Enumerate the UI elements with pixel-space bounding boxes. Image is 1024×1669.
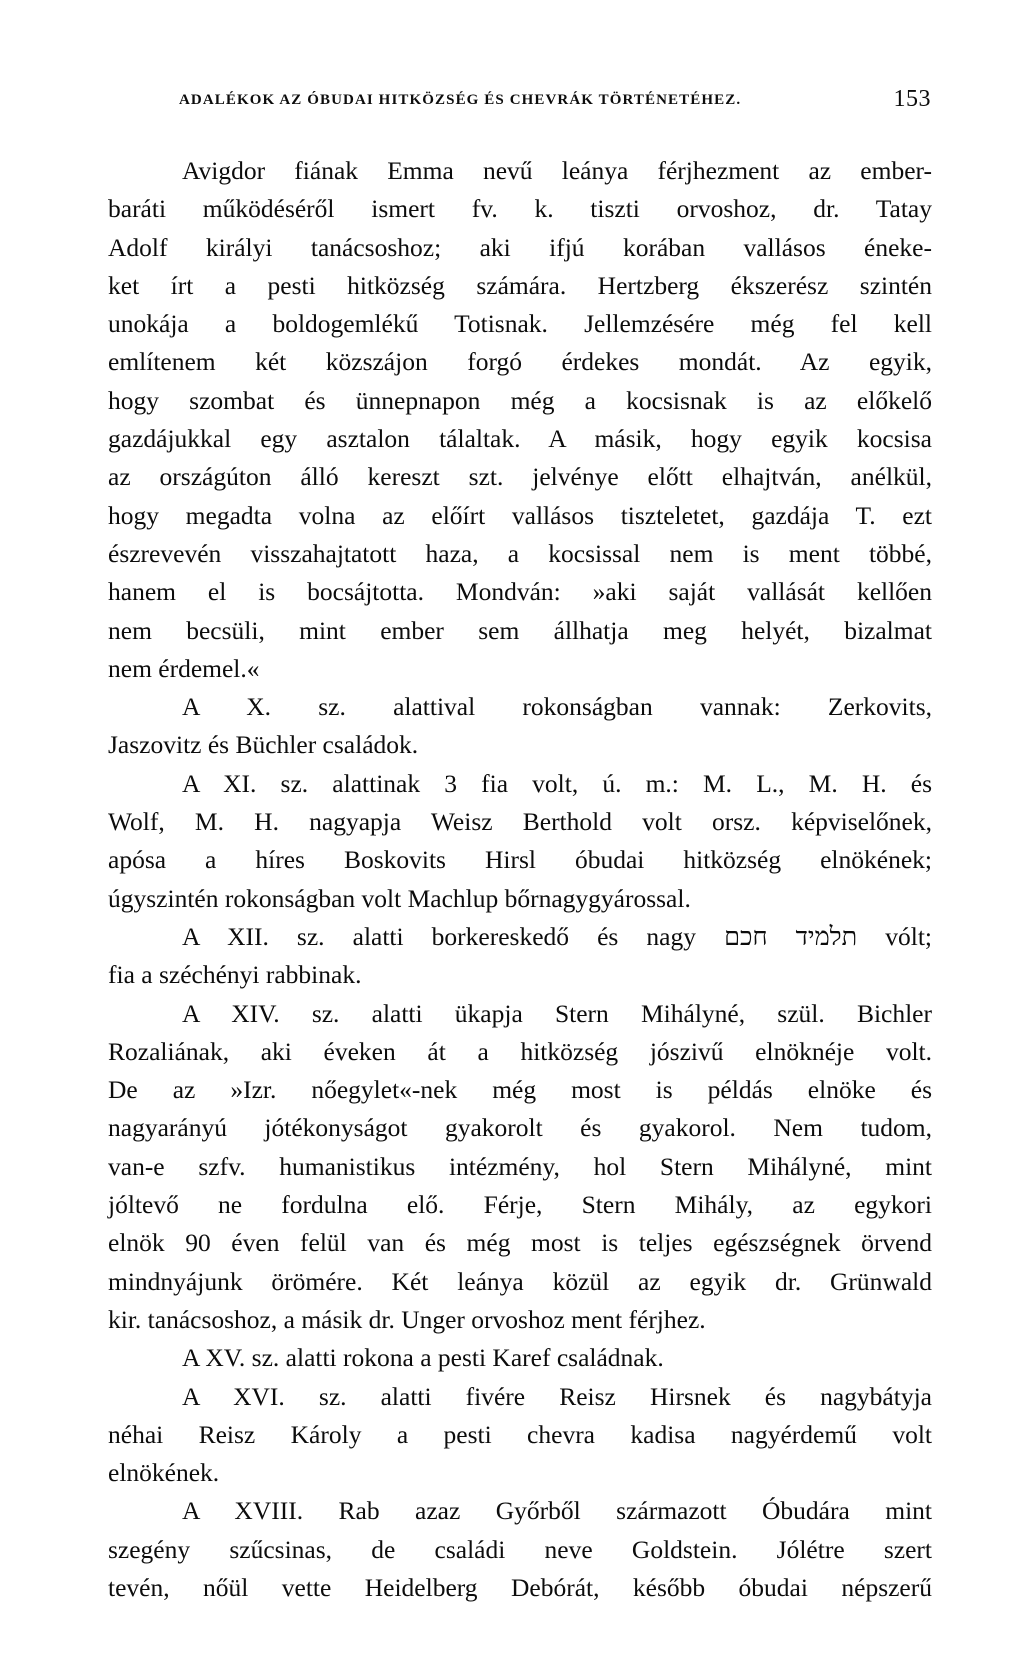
- paragraph-x: [108, 688, 932, 765]
- text-line: ket írt a pesti hitközség számára. Hertzberg ékszerész szintén: [108, 270, 932, 300]
- text-line: Jaszovitz és Büchler családok.: [108, 730, 419, 760]
- text-line: mindnyájunk örömére. Két leánya közül az egyik dr. Grünwald: [108, 1266, 932, 1296]
- text-line: fia a széchényi rabbinak.: [108, 960, 362, 990]
- paragraph-xii: [108, 918, 932, 995]
- text-line: nem érdemel.«: [108, 653, 260, 683]
- text-line: A XVI. sz. alatti fivére Reisz Hirsnek és nagybátyja: [182, 1381, 932, 1411]
- running-title: ADALÉKOK AZ ÓBUDAI HITKÖZSÉG ÉS CHEVRÁK TÖRTÉNETÉHEZ.: [179, 92, 742, 108]
- text-line: hanem el is bocsájtotta. Mondván: »aki saját vallását kellően: [108, 577, 932, 607]
- text-line: Avigdor fiának Emma nevű leánya férjhezment az ember-: [182, 156, 932, 185]
- paragraph-xv: [108, 1339, 932, 1377]
- text-line: nagyarányú jótékonyságot gyakorolt és gyakorol. Nem tudom,: [108, 1113, 932, 1143]
- text-line: A XII. sz. alatti borkereskedő és nagy תלמיד חכם vólt;: [182, 921, 933, 951]
- paragraph-xi: [108, 765, 932, 918]
- text-line: A X. sz. alattival rokonságban vannak: Zerkovits,: [182, 692, 932, 722]
- text-line: van-e szfv. humanistikus intézmény, hol Stern Mihályné, mint: [108, 1151, 932, 1181]
- text-line: hogy megadta volna az előírt vallásos tiszteletet, gazdája T. ezt: [108, 500, 932, 530]
- text-line: elnökének.: [108, 1458, 220, 1488]
- paragraph-xvi: [108, 1378, 932, 1493]
- text-line: szegény szűcsinas, de családi neve Goldstein. Jólétre szert: [108, 1534, 932, 1564]
- page-number: 153: [893, 86, 931, 112]
- text-line: gazdájukkal egy asztalon tálaltak. A másik, hogy egyik kocsisa: [108, 424, 932, 454]
- text-line: hogy szombat és ünnepnapon még a kocsisnak is az előkelő: [108, 385, 932, 415]
- text-line: De az »Izr. nőegylet«-nek még most is példás elnöke és: [108, 1075, 932, 1105]
- running-head: [179, 88, 931, 116]
- text-line: néhai Reisz Károly a pesti chevra kadisa nagyérdemű volt: [108, 1419, 932, 1449]
- paragraph-xiv: [108, 995, 932, 1340]
- text-line: említenem két közszájon forgó érdekes mondát. Az egyik,: [108, 347, 932, 377]
- text-line: kir. tanácsoshoz, a másik dr. Unger orvoshoz ment férjhez.: [108, 1304, 706, 1334]
- text-line: baráti működéséről ismert fv. k. tiszti orvoshoz, dr. Tatay: [108, 194, 932, 224]
- body-text: [108, 152, 932, 1607]
- paragraph-xviii: [108, 1492, 932, 1607]
- text-line: elnök 90 éven felül van és még most is teljes egészségnek örvend: [108, 1228, 932, 1258]
- text-line: A XVIII. Rab azaz Győrből származott Óbudára mint: [182, 1496, 932, 1526]
- text-line: A XI. sz. alattinak 3 fia volt, ú. m.: M. L., M. H. és: [182, 768, 932, 798]
- text-line: észrevevén visszahajtatott haza, a kocsissal nem is ment többé,: [108, 538, 932, 568]
- text-line: jóltevő ne fordulna elő. Férje, Stern Mihály, az egykori: [108, 1190, 932, 1220]
- text-line: úgyszintén rokonságban volt Machlup bőrnagygyárossal.: [108, 883, 691, 913]
- text-line: Rozaliának, aki éveken át a hitközség jószivű elnöknéje volt.: [108, 1036, 932, 1066]
- text-line: A XV. sz. alatti rokona a pesti Karef családnak.: [182, 1343, 664, 1373]
- text-line: unokája a boldogemlékű Totisnak. Jellemzésére még fel kell: [108, 309, 932, 339]
- text-line: apósa a híres Boskovits Hirsl óbudai hitközség elnökének;: [108, 845, 932, 875]
- text-line: nem becsüli, mint ember sem állhatja meg helyét, bizalmat: [108, 615, 932, 645]
- text-line: tevén, nőül vette Heidelberg Debórát, később óbudai népszerű: [108, 1572, 932, 1602]
- text-line: Wolf, M. H. nagyapja Weisz Berthold volt orsz. képviselőnek,: [108, 807, 932, 837]
- text-line: A XIV. sz. alatti ükapja Stern Mihályné, szül. Bichler: [182, 998, 932, 1028]
- paragraph-avigdor: [108, 152, 932, 688]
- text-line: az országúton álló kereszt szt. jelvénye előtt elhajtván, anélkül,: [108, 462, 932, 492]
- text-line: Adolf királyi tanácsoshoz; aki ifjú korában vallásos éneke-: [108, 232, 932, 262]
